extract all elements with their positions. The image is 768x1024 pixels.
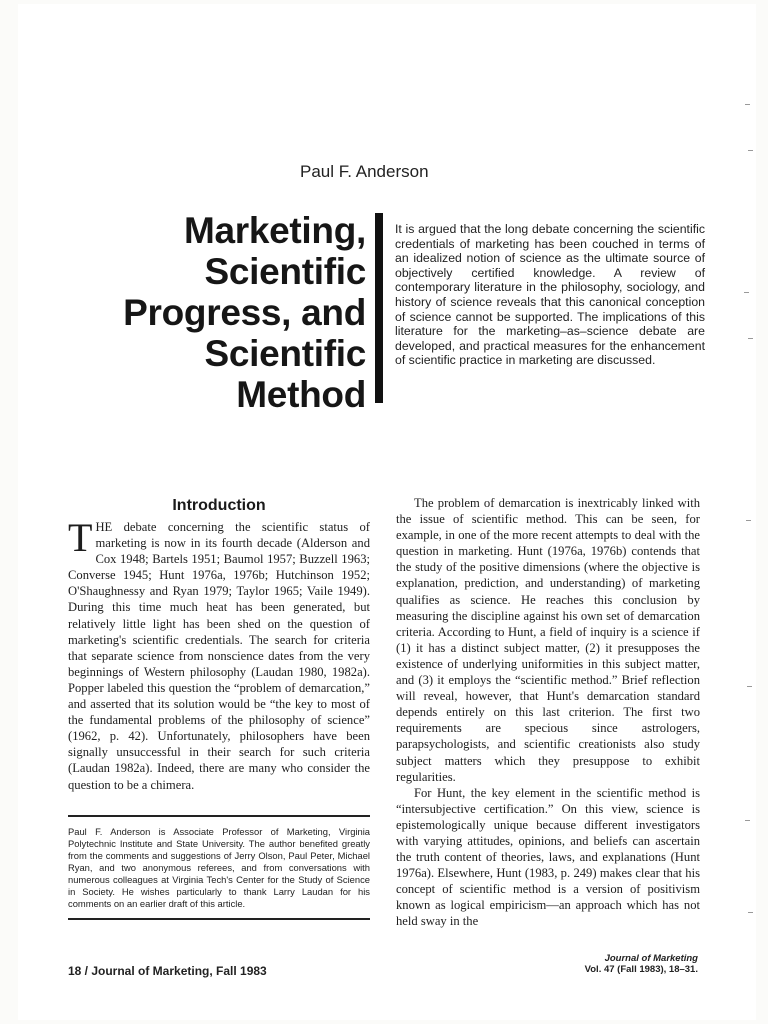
journal-info xyxy=(585,953,698,975)
scan-mark xyxy=(745,104,750,105)
section-heading: Introduction xyxy=(172,497,266,514)
page-footer-citation: 18 / Journal of Marketing, Fall 1983 xyxy=(68,964,267,978)
journal-volume: Vol. 47 (Fall 1983), 18–31. xyxy=(584,964,698,975)
intro-paragraph xyxy=(68,515,370,793)
body-paragraph: For Hunt, the key element in the scientific method is “intersubjective certification.” On this view, science is epistemologically unique because different investigators with varying attitudes, opinions, and beliefs can ascertain the truth content of theories, laws, and explanations (Hunt 1976a). Elsewhere, Hunt (1983, p. 249) makes clear that his concept of scientific method is a version of positivism known as logical empiricism—an approach which has not held sway in the xyxy=(396,785,700,929)
title-line: Marketing, xyxy=(183,210,366,251)
title-line: Scientific xyxy=(204,333,366,374)
footnote-rule-bottom xyxy=(68,918,370,920)
right-column xyxy=(396,495,700,930)
intro-paragraph-text: HE debate concerning the scientific status of marketing is now in its fourth decade (Alderson and Cox 1948; Bartels 1951; Baumol 1957; Buzzell 1963; Converse 1945; Hunt 1976a, 1976b; Hutchinson 1952; O'Shaughnessy and Ryan 1979; Taylor 1965; Vaile 1949). During this time much heat has been generated, but relatively little light has been shed on the question of marketing's scientific credentials. The search for criteria that separate science from nonscience dates from the very beginnings of Western philosophy (Laudan 1980, 1982a). Popper labeled this question the “problem of demarcation,” and asserted that its solution would be “the key to most of the fundamental problems of the philosophy of science” (1962, p. 42). Unfortunately, philosophers have been signally unsuccessful in their search for such criteria (Laudan 1982a). Indeed, there are many who consider the question to be a chimera. xyxy=(68,520,370,792)
article-title xyxy=(123,210,366,415)
author-footnote: Paul F. Anderson is Associate Professor of Marketing, Virginia Polytechnic Institute and State University. The author benefited greatly from the comments and suggestions of Jerry Olson, Paul Peter, Michael Ryan, and two anonymous referees, and from conversations with numerous colleagues at Virginia Tech's Center for the Study of Science in Society. He wishes particularly to thank Larry Laudan for his comments on an earlier draft of this article. xyxy=(68,826,370,909)
title-divider-bar xyxy=(375,213,383,403)
scan-mark xyxy=(748,150,753,151)
title-line: Method xyxy=(236,374,366,415)
body-paragraph: The problem of demarcation is inextricably linked with the issue of scientific method. This can be seen, for example, in one of the more recent attempts to deal with the question in marketing. Hunt (1976a, 1976b) contends that the study of the positive dimensions (where the objective is explanation, prediction, and understanding) of marketing qualifies as science. He reaches this conclusion by measuring the discipline against his own set of demarcation criteria. According to Hunt, a field of inquiry is a science if (1) it has a distinct subject matter, (2) it presupposes the existence of underlying uniformities in this subject matter, and (3) it employs the “scientific method.” Brief reflection will reveal, however, that Hunt's demarcation standard depends entirely on this last criterion. The first two requirements are specious since astrologers, parapsychologists, and scientific creationists also study subject matters which they presuppose to exhibit regularities. xyxy=(396,496,700,784)
title-line: Progress, and xyxy=(123,292,366,333)
scan-mark xyxy=(744,292,749,293)
scan-mark xyxy=(748,338,753,339)
title-line: Scientific xyxy=(204,251,366,292)
author-name: Paul F. Anderson xyxy=(300,162,429,181)
drop-cap: T xyxy=(68,515,93,560)
journal-name: Journal of Marketing xyxy=(604,953,698,964)
footnote-rule-top xyxy=(68,815,370,817)
scan-mark xyxy=(745,820,750,821)
scan-mark xyxy=(746,520,751,521)
scan-mark xyxy=(747,686,752,687)
abstract: It is argued that the long debate concerning the scientific credentials of marketing has been couched in terms of an idealized notion of science as the ultimate source of objectively certified knowledge. A review of contemporary literature in the philosophy, sociology, and history of science reveals that this canonical conception of science cannot be supported. The implications of this literature for the marketing–as–science debate are developed, and practical measures for the enhancement of scientific practice in marketing are discussed. xyxy=(395,222,705,368)
scan-mark xyxy=(748,912,753,913)
left-column xyxy=(68,515,370,793)
